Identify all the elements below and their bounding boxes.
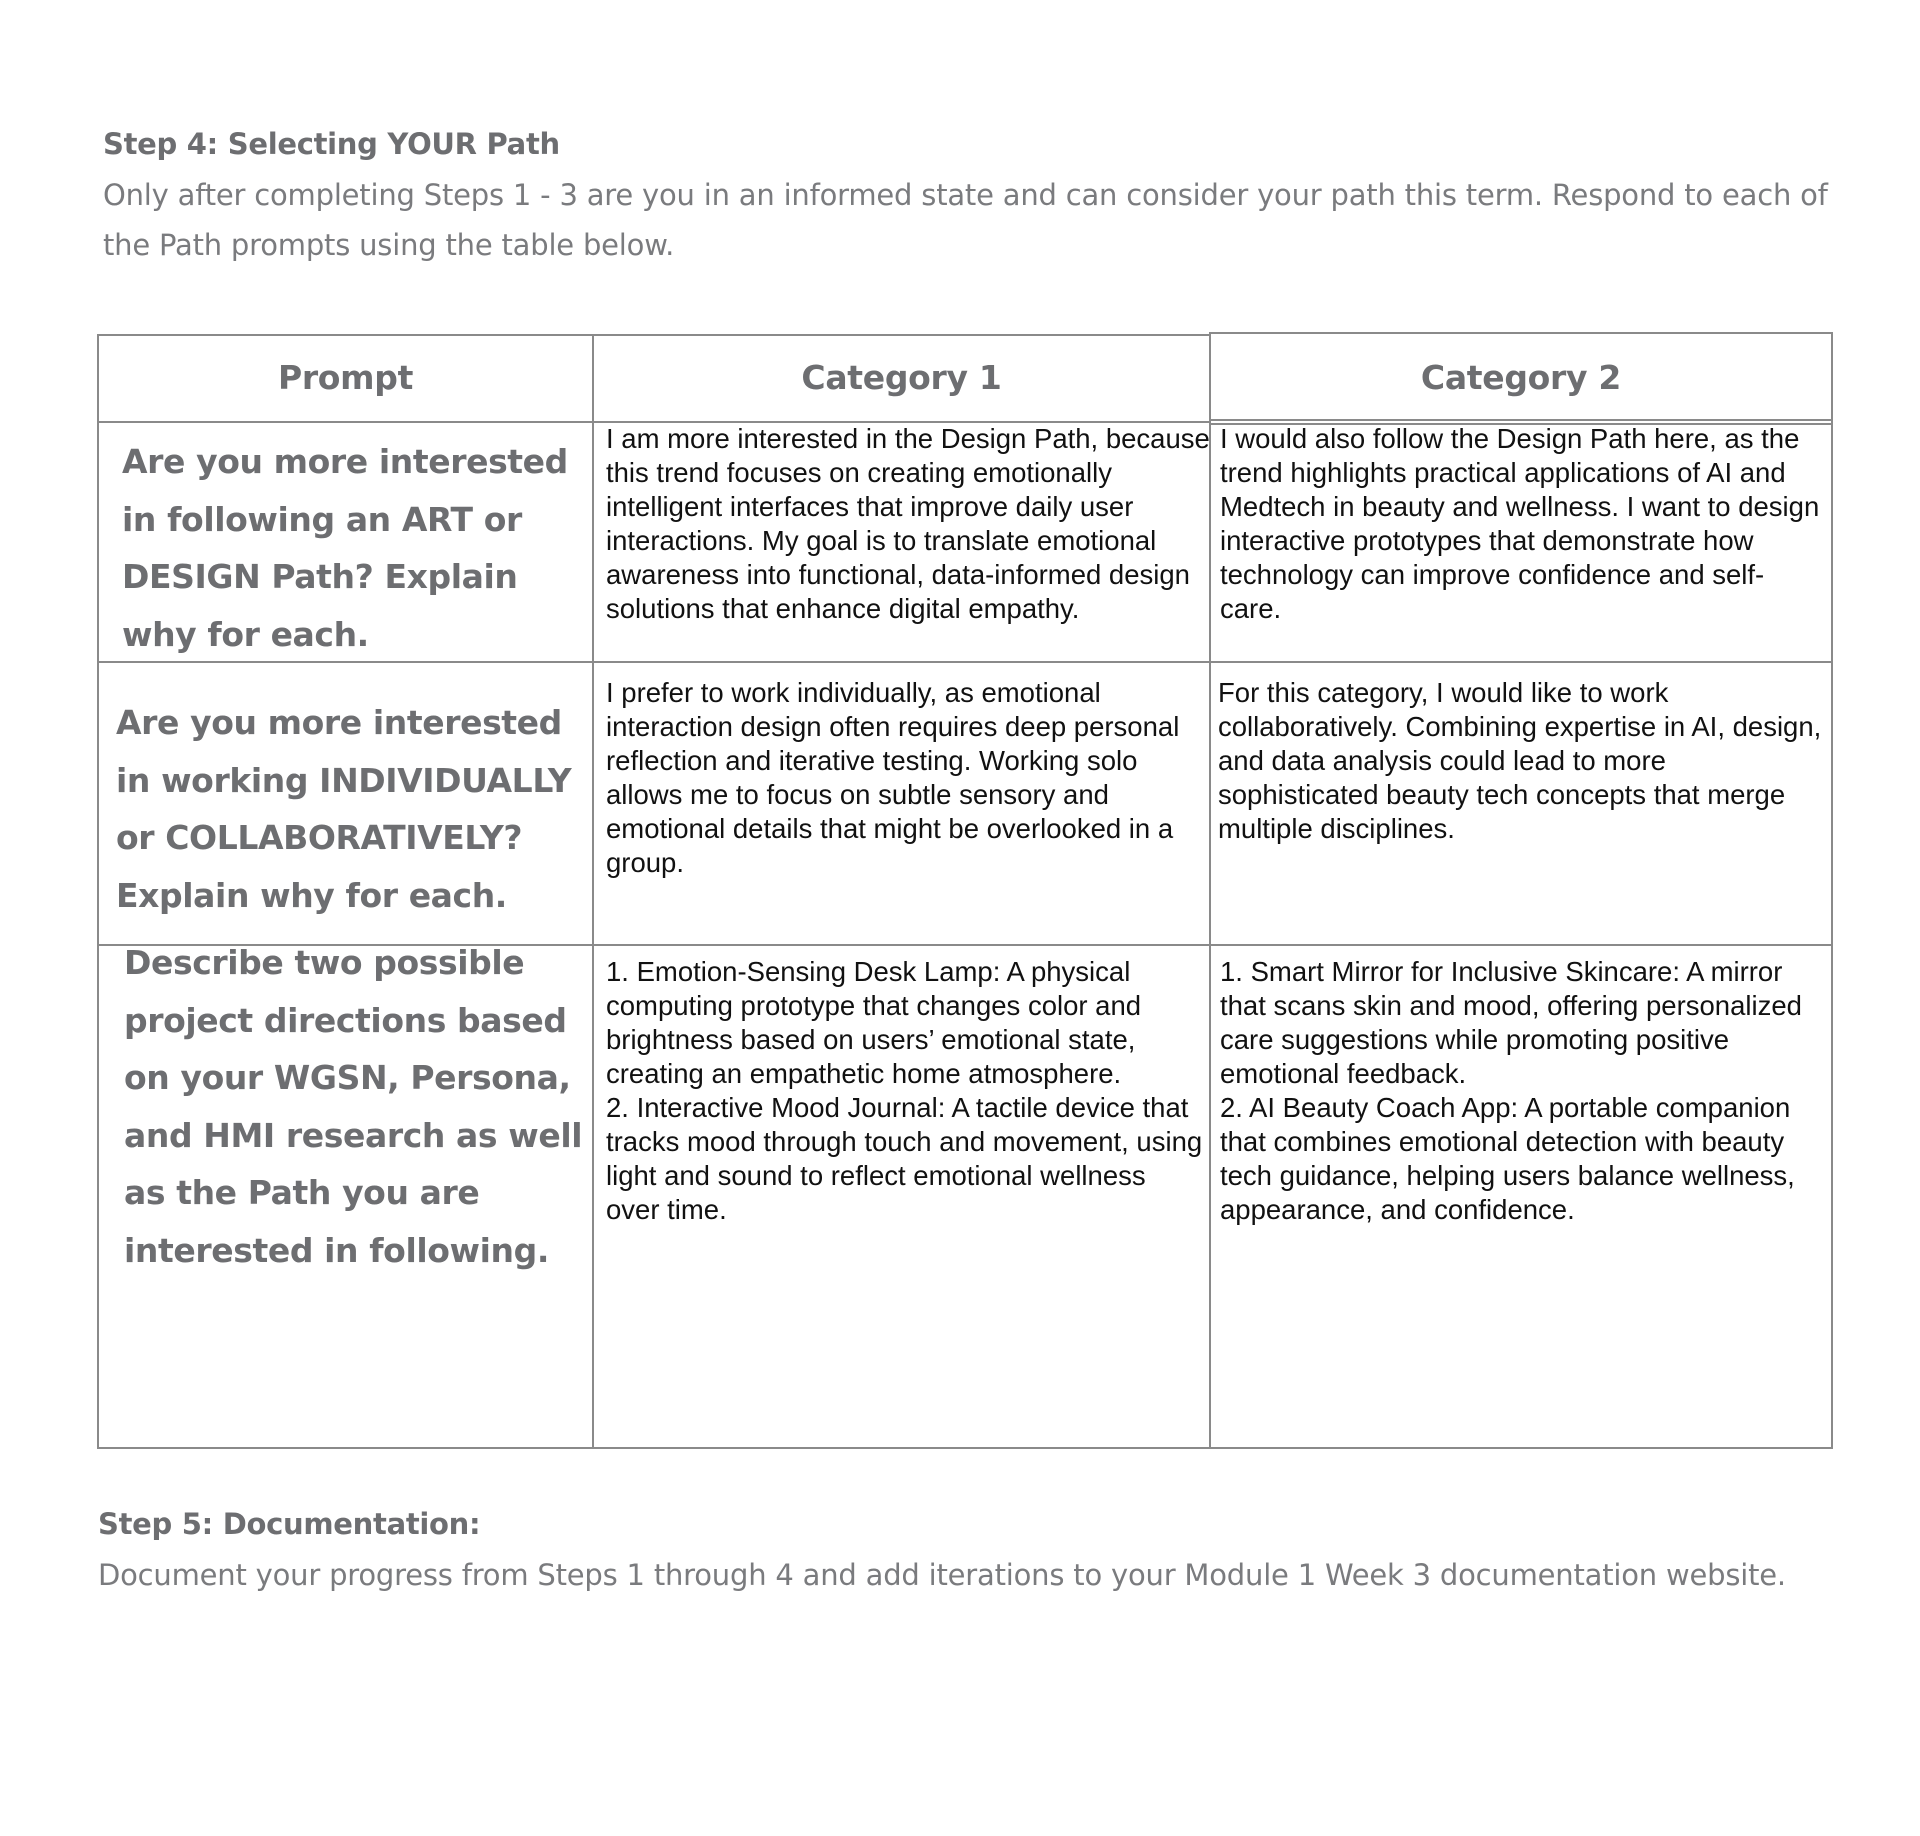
table-border-top bbox=[97, 334, 1210, 336]
table-header-category-1: Category 1 bbox=[801, 358, 1002, 397]
table-border-right bbox=[1831, 332, 1833, 1449]
table-border-left bbox=[97, 334, 99, 1449]
step4-heading: Step 4: Selecting YOUR Path bbox=[103, 127, 560, 161]
table-header-prompt: Prompt bbox=[277, 358, 414, 397]
row1-category2-response: I would also follow the Design Path here, as the trend highlights practical applications of AI and Medtech in beauty and wellness. I want to design interactive prototypes that demonstrate how technology can improve confidence and self-care. bbox=[1220, 423, 1820, 624]
table-divider-col1 bbox=[592, 334, 594, 1449]
row2-category2-response: For this category, I would like to work collaboratively. Combining expertise in AI, design, and data analysis could lead to more sophisticated beauty tech concepts that merge multiple disciplines. bbox=[1218, 677, 1822, 844]
table-border-top-right bbox=[1209, 332, 1833, 334]
row2-category1-response: I prefer to work individually, as emotional interaction design often requires deep personal reflection and iterative testing. Working solo allows me to focus on subtle sensory and emotional details that might be overlooked in a group. bbox=[606, 677, 1180, 878]
prompt-individual-or-collaborative: Are you more interested in working INDIVIDUALLY or COLLABORATIVELY? Explain why for each. bbox=[116, 703, 572, 915]
row1-category1-response: I am more interested in the Design Path, because this trend focuses on creating emotionally intelligent interfaces that improve daily user interactions. My goal is to translate emotional awareness into functional, data-informed design solutions that enhance digital empathy. bbox=[606, 423, 1210, 624]
table-header-divider-right bbox=[1209, 419, 1833, 421]
prompt-art-or-design: Are you more interested in following an ART or DESIGN Path? Explain why for each. bbox=[122, 442, 568, 654]
step4-instructions: Only after completing Steps 1 - 3 are you in an informed state and can consider your path this term. Respond to each of the Path prompts using the table below. bbox=[103, 178, 1828, 262]
step5-heading: Step 5: Documentation: bbox=[98, 1507, 481, 1541]
row3-category2-response: 1. Smart Mirror for Inclusive Skincare: A mirror that scans skin and mood, offering personalized care suggestions while promoting positive emotional feedback. 2. AI Beauty Coach App: A portable companion that combines emotional detection with beauty tech guidance, helping users balance wellness, appearance, and confidence. bbox=[1220, 956, 1802, 1225]
step5-instructions: Document your progress from Steps 1 through 4 and add iterations to your Module 1 Week 3 documentation website. bbox=[98, 1558, 1786, 1592]
table-border-bottom bbox=[97, 1447, 1833, 1449]
row3-category1-response: 1. Emotion-Sensing Desk Lamp: A physical computing prototype that changes color and brightness based on users’ emotional state, creating an empathetic home atmosphere. 2. Interactive Mood Journal: A tactile device that tracks mood through touch and movement, using light and sound to reflect emotional wellness over time. bbox=[606, 956, 1203, 1225]
prompt-project-directions: Describe two possible project directions based on your WGSN, Persona, and HMI research as well as the Path you are interested in following. bbox=[124, 943, 583, 1270]
table-header-category-2: Category 2 bbox=[1420, 358, 1622, 397]
